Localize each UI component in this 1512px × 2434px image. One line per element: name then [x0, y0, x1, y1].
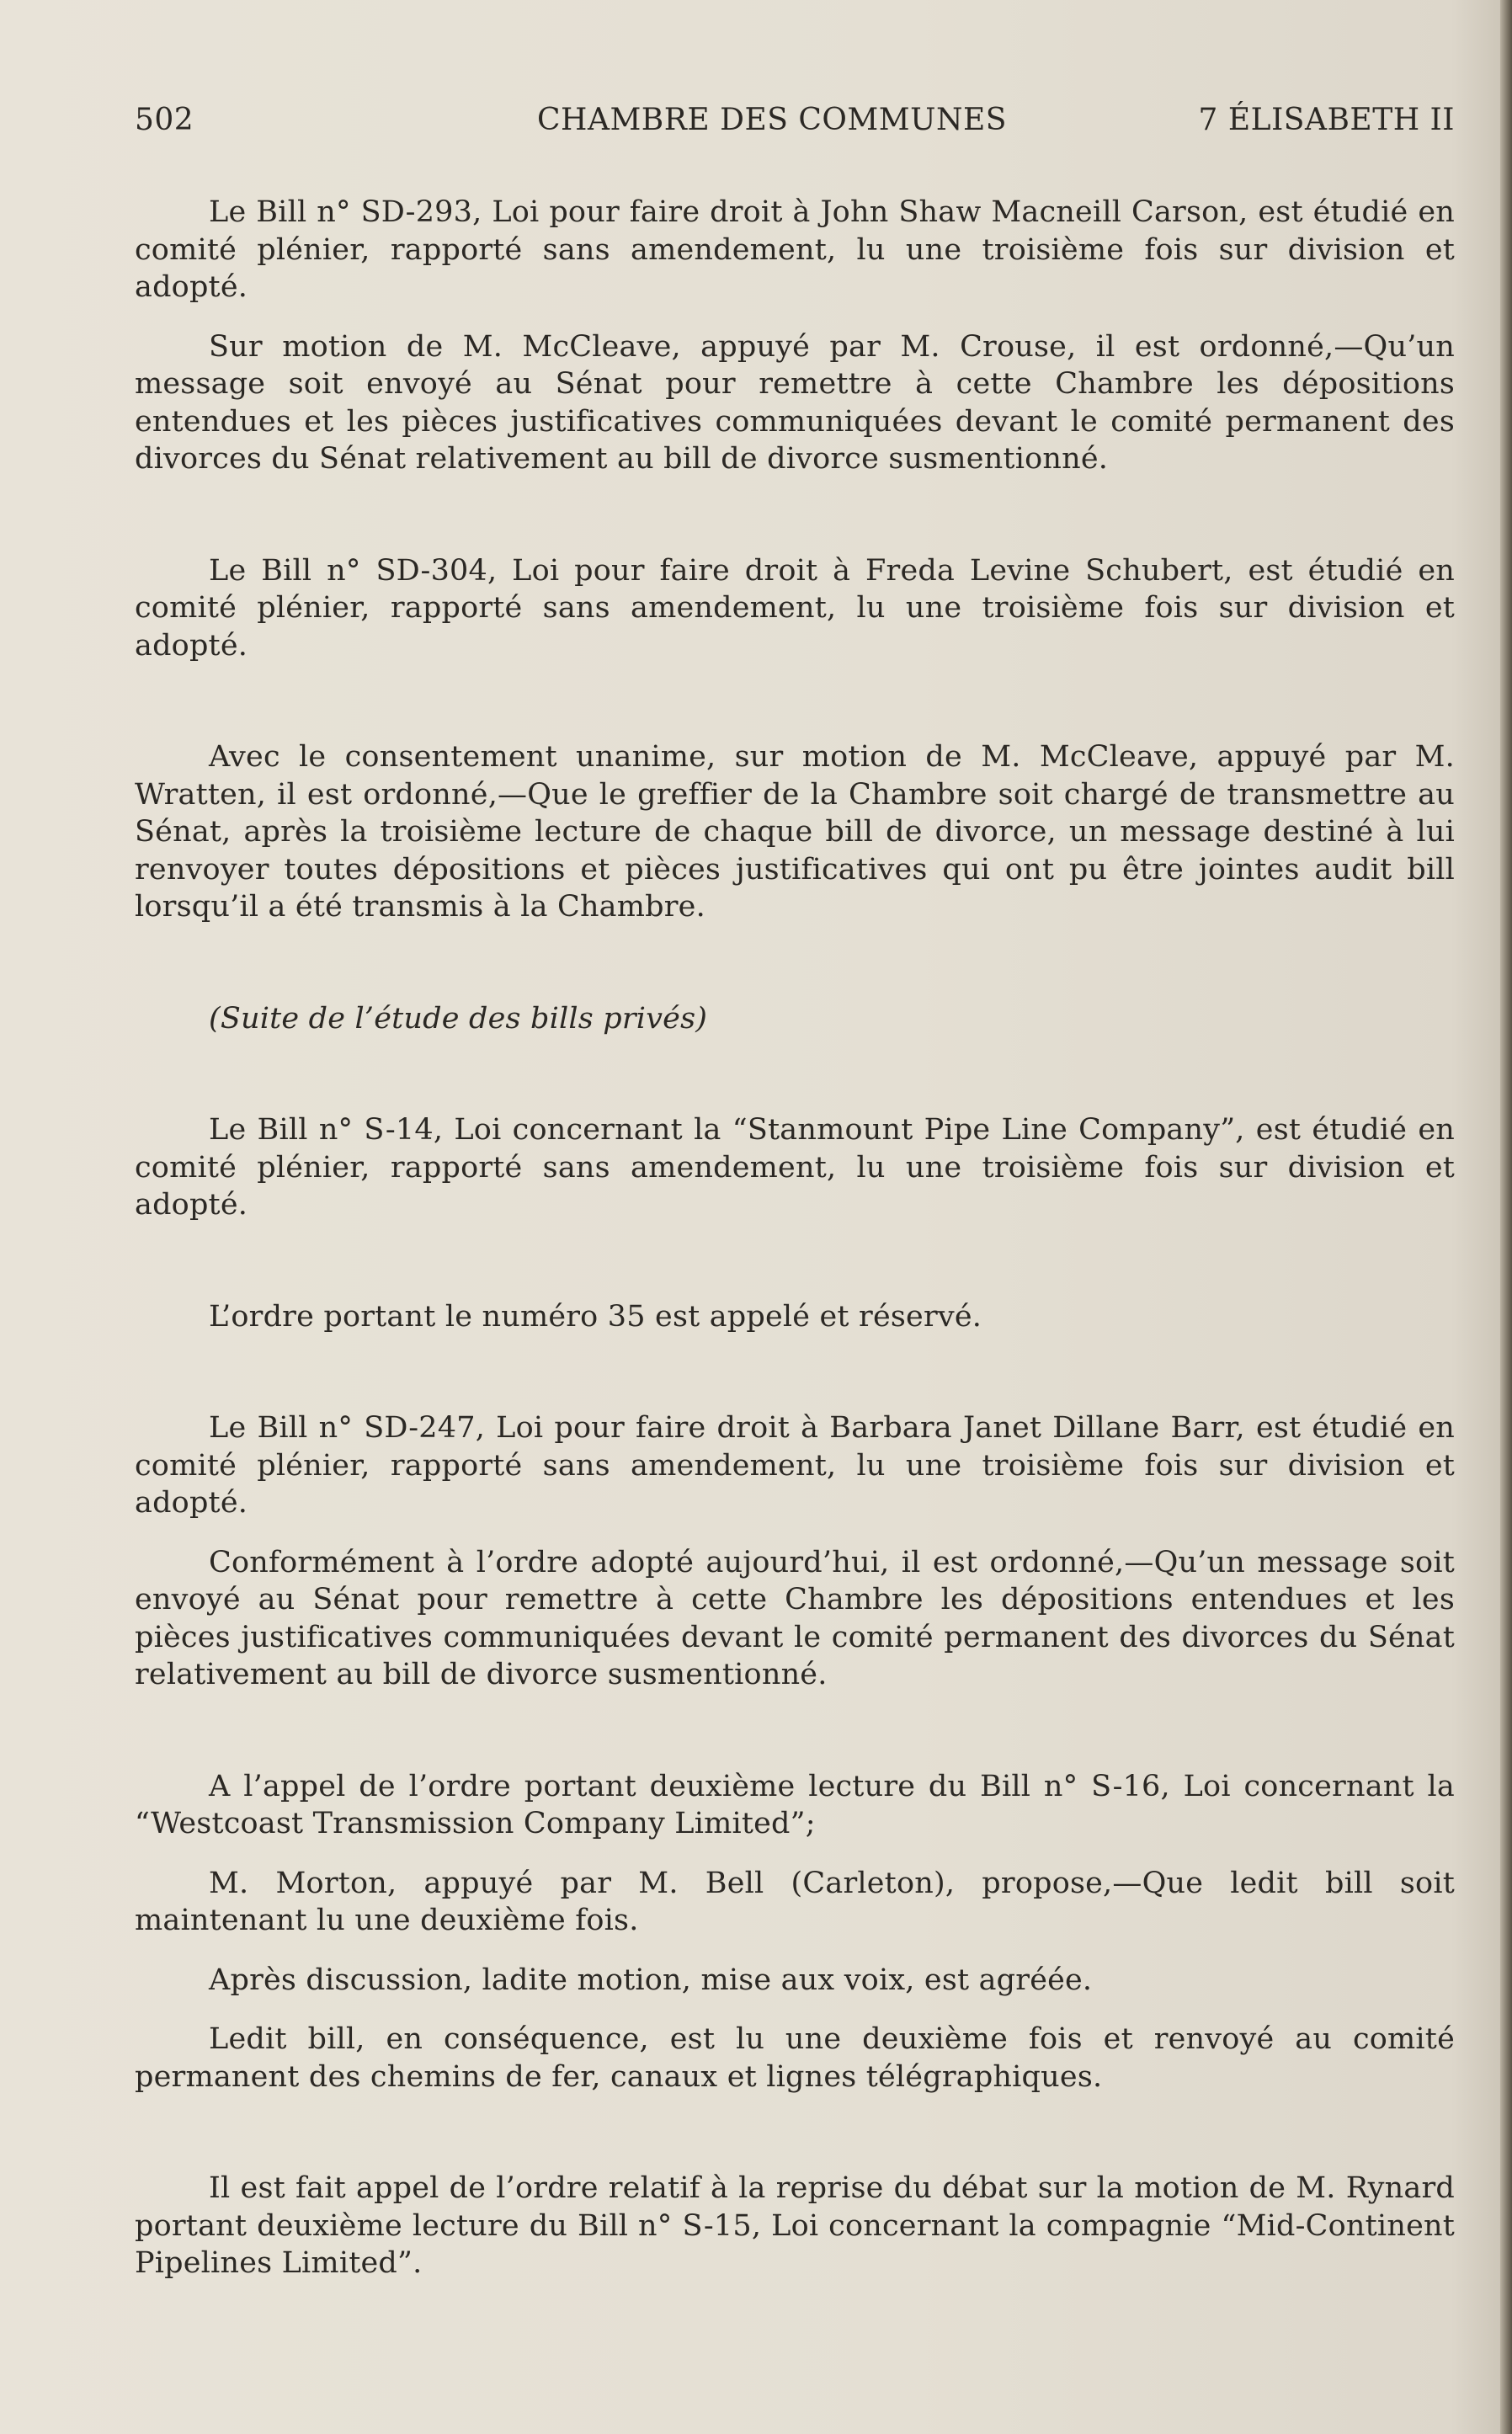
- paragraph: Ledit bill, en conséquence, est lu une deuxième fois et renvoyé au comité permanent des chemins de fer, canaux et lignes télégraphiques.: [135, 2022, 1455, 2094]
- paragraph: L’ordre portant le numéro 35 est appelé et réservé.: [209, 1299, 982, 1334]
- paragraph: Avec le consentement unanime, sur motion de M. McCleave, appuyé par M. Wratten, il est ordonné,—Que le greffier de la Chambre soit chargé de transmettre au Sénat, après la troisième lecture de chaque bill de divorce, un message destiné à lui renvoyer toutes dépositions et pièces justificatives qui ont pu être jointes audit bill lorsqu’il a été transmis à la Chambre.: [135, 740, 1455, 924]
- page-body: [135, 194, 1455, 2282]
- header-title: CHAMBRE DES COMMUNES: [537, 103, 1007, 137]
- header-regnal-year: 7 ÉLISABETH II: [1198, 103, 1455, 137]
- paragraph: Le Bill n° SD-293, Loi pour faire droit à John Shaw Macneill Carson, est étudié en comité plénier, rapporté sans amendement, lu une troisième fois sur division et adopté.: [135, 195, 1455, 304]
- page-number: 502: [135, 103, 194, 137]
- paragraph: Le Bill n° SD-247, Loi pour faire droit à Barbara Janet Dillane Barr, est étudié en comité plénier, rapporté sans amendement, lu une troisième fois sur division et adopté.: [135, 1411, 1455, 1520]
- paragraph: Le Bill n° SD-304, Loi pour faire droit à Freda Levine Schubert, est étudié en comité plénier, rapporté sans amendement, lu une troisième fois sur division et adopté.: [135, 553, 1455, 663]
- paragraph: Après discussion, ladite motion, mise aux voix, est agréée.: [209, 1963, 1093, 1997]
- paragraph: Il est fait appel de l’ordre relatif à la reprise du débat sur la motion de M. Rynard portant deuxième lecture du Bill n° S-15, Loi concernant la compagnie “Mid-Continent Pipelines Limited”.: [135, 2171, 1455, 2280]
- section-heading: (Suite de l’étude des bills privés): [209, 1001, 708, 1036]
- running-header: [135, 103, 1455, 143]
- paragraph: A l’appel de l’ordre portant deuxième lecture du Bill n° S-16, Loi concernant la “Westcoast Transmission Company Limited”;: [135, 1769, 1455, 1840]
- paragraph: Sur motion de M. McCleave, appuyé par M. Crouse, il est ordonné,—Qu’un message soit envoyé au Sénat pour remettre à cette Chambre les dépositions entendues et les pièces justificatives communiquées devant le comité permanent des divorces du Sénat relativement au bill de divorce susmentionné.: [135, 329, 1455, 476]
- paragraph: Le Bill n° S-14, Loi concernant la “Stanmount Pipe Line Company”, est étudié en comité plénier, rapporté sans amendement, lu une troisième fois sur division et adopté.: [135, 1113, 1455, 1222]
- paragraph: M. Morton, appuyé par M. Bell (Carleton), propose,—Que ledit bill soit maintenant lu une deuxième fois.: [135, 1866, 1455, 1937]
- paragraph: Conformément à l’ordre adopté aujourd’hui, il est ordonné,—Qu’un message soit envoyé au Sénat pour remettre à cette Chambre les dépositions entendues et les pièces justificatives communiquées devant le comité permanent des divorces du Sénat relativement au bill de divorce susmentionné.: [135, 1545, 1455, 1691]
- page-edge: [1500, 0, 1512, 2434]
